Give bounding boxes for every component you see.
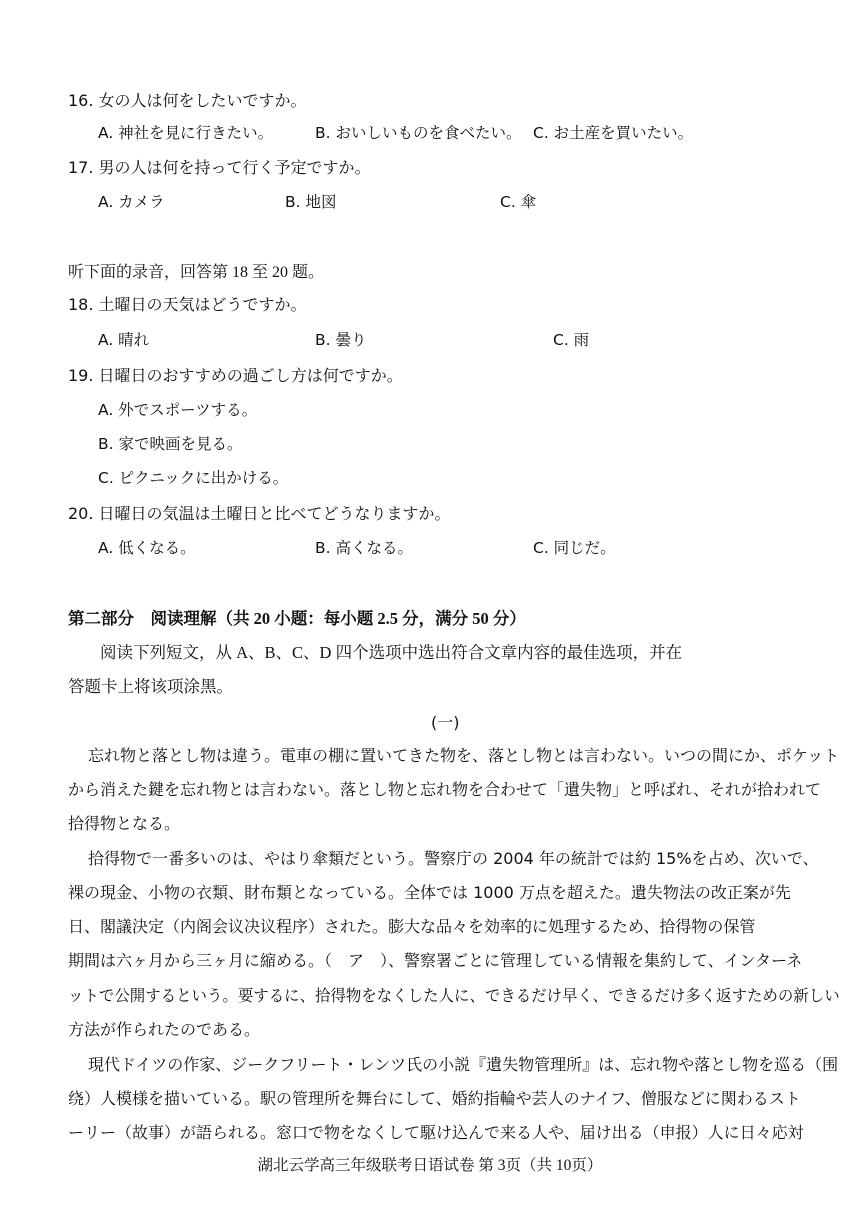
passage-line: 绕）人模様を描いている。駅の管理所を舞台にして、婚約指輪や芸人のナイフ、僧服などに関わるスト	[68, 1089, 801, 1108]
q19-option-c: C. ピクニックに出かける。	[98, 469, 289, 487]
passage-line: ーリー（故事）が語られる。窓口で物をなくして駆け込んで来る人や、届け出る（申报）人に日々応対	[68, 1123, 804, 1142]
q16-option-a: A. 神社を見に行きたい。	[98, 124, 274, 142]
q19-option-a: A. 外でスポーツする。	[98, 401, 258, 419]
q17-option-c: C. 傘	[500, 193, 537, 211]
question-16: 16. 女の人は何をしたいですか。	[68, 91, 307, 110]
passage-line: 期間は六ヶ月から三ヶ月に縮める。（ ア ）、警察署ごとに管理している情報を集約して、インターネ	[68, 951, 803, 970]
q19-option-b: B. 家で映画を見る。	[98, 435, 243, 453]
q20-option-c: C. 同じだ。	[533, 539, 616, 557]
passage-marker: (一)	[431, 713, 460, 732]
passage-line: 裸の現金、小物の衣類、財布類となっている。全体では 1000 万点を超えた。遺失物法の改正案が先	[68, 883, 791, 902]
reading-instruction-line2: 答题卡上将该项涂黑。	[68, 677, 233, 696]
q18-option-c: C. 雨	[553, 331, 590, 349]
page-footer: 湖北云学高三年级联考日语试卷 第 3页（共 10页）	[257, 1157, 603, 1174]
q20-option-a: A. 低くなる。	[98, 539, 196, 557]
q18-option-b: B. 曇り	[315, 331, 367, 349]
passage-line: 現代ドイツの作家、ジークフリート・レンツ氏の小説『遺失物管理所』は、忘れ物や落とし物を巡る（围	[88, 1055, 839, 1074]
reading-instruction-line1: 阅读下列短文，从 A、B、C、D 四个选项中选出符合文章内容的最佳选项，并在	[100, 643, 683, 662]
q16-option-c: C. お土産を買いたい。	[533, 124, 694, 142]
q17-option-b: B. 地図	[285, 193, 337, 211]
passage-line: 拾得物で一番多いのは、やはり傘類だという。警察庁の 2004 年の統計では約 15%を占め、次いで、	[88, 849, 819, 868]
question-18: 18. 土曜日の天気はどうですか。	[68, 295, 307, 314]
passage-line: 日、閣議決定（内阁会议决议程序）された。膨大な品々を効率的に処理するため、拾得物の保管	[68, 917, 756, 936]
q20-option-b: B. 高くなる。	[315, 539, 413, 557]
passage-line: から消えた鍵を忘れ物とは言わない。落とし物と忘れ物を合わせて「遺失物」と呼ばれ、それが拾われて	[68, 780, 821, 799]
q17-option-a: A. カメラ	[98, 193, 165, 211]
q18-option-a: A. 晴れ	[98, 331, 150, 349]
passage-line: ットで公開するという。要するに、拾得物をなくした人に、できるだけ早く、できるだけ多く返すための新しい	[68, 986, 840, 1005]
question-19: 19. 日曜日のおすすめの過ごし方は何ですか。	[68, 366, 403, 385]
listening-instruction: 听下面的录音，回答第 18 至 20 题。	[68, 264, 325, 281]
passage-line: 方法が作られたのである。	[68, 1020, 261, 1039]
passage-line: 拾得物となる。	[68, 814, 181, 833]
question-17: 17. 男の人は何を持って行く予定ですか。	[68, 158, 371, 177]
passage-line: 忘れ物と落とし物は違う。電車の棚に置いてきた物を、落とし物とは言わない。いつの間にか、ポケット	[88, 746, 840, 765]
section-heading: 第二部分 阅读理解（共 20 小题：每小题 2.5 分，满分 50 分）	[68, 609, 526, 628]
q16-option-b: B. おいしいものを食べたい。	[315, 124, 522, 142]
question-20: 20. 日曜日の気温は土曜日と比べてどうなりますか。	[68, 504, 451, 523]
